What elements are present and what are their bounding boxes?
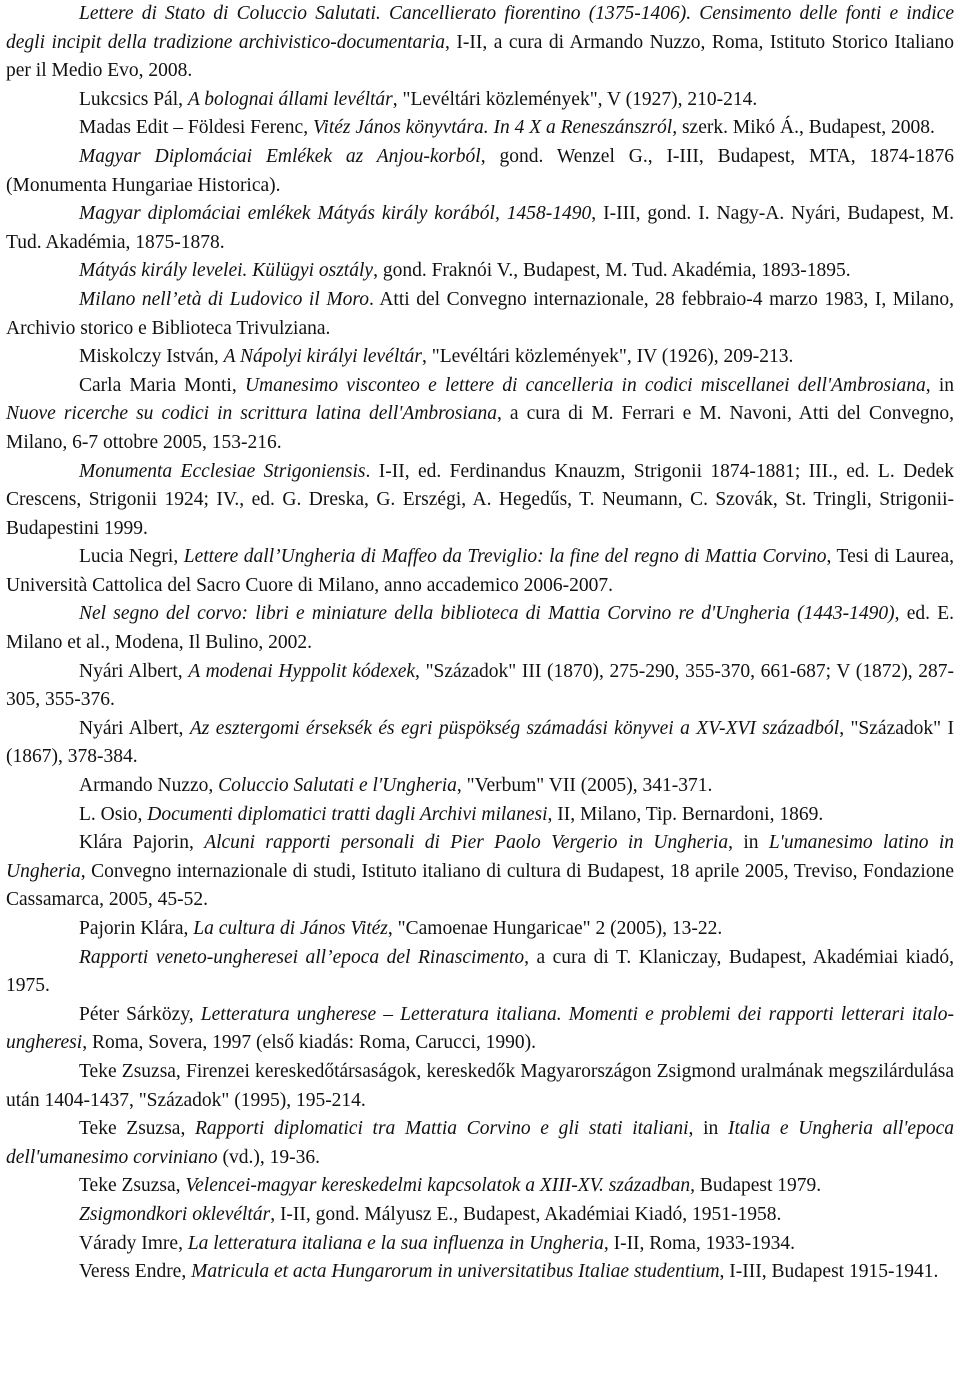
entry-text: Várady Imre, — [79, 1232, 188, 1254]
entry-title-text: Az esztergomi érseksék és egri püspökség számadási könyvei a XV-XVI századból — [189, 717, 840, 739]
entry-text: Klára Pajorin, — [79, 832, 205, 854]
bibliography-entry — [6, 1058, 954, 1115]
entry-title-text: Rapporti diplomatici tra Mattia Corvino e gli stati italiani — [195, 1118, 689, 1140]
bibliography-entry — [6, 0, 954, 86]
entry-text: , gond. Fraknói V., Budapest, M. Tud. Akadémia, 1893-1895. — [373, 260, 851, 282]
entry-text: , Tesi di Laurea, Università Cattolica del Sacro Cuore di Milano, anno accademico 2006-2007. — [6, 546, 954, 596]
bibliography-entry — [6, 543, 954, 600]
bibliography-entry — [6, 772, 954, 801]
entry-text: , gond. Wenzel G., I-III, Budapest, MTA, 1874-1876 (Monumenta Hungariae Historica). — [6, 145, 954, 196]
bibliography-entry — [6, 944, 954, 1001]
entry-title-text: Mátyás király levelei. Külügyi osztály — [79, 260, 374, 282]
entry-text: Veress Endre, — [79, 1261, 192, 1283]
entry-text: Teke Zsuzsa, — [79, 1175, 186, 1197]
entry-text: Péter Sárközy, — [79, 1003, 201, 1025]
entry-title-text: Alcuni rapporti personali di Pier Paolo Vergerio in Ungheria — [204, 832, 729, 854]
entry-text: (vd.), 19-36. — [217, 1146, 320, 1168]
entry-text: , in — [688, 1118, 728, 1140]
entry-text: szerk. Mikó Á., Budapest, 2008. — [677, 117, 935, 139]
bibliography-entry — [6, 1230, 954, 1259]
bibliography-entry — [6, 372, 954, 458]
entry-text: , a cura di T. Klaniczay, Budapest, Akadémiai kiadó, 1975. — [6, 946, 954, 997]
entry-title-text: Zsigmondkori oklevéltár — [79, 1203, 271, 1225]
bibliography-entry — [6, 257, 954, 286]
bibliography-entry — [6, 1258, 954, 1287]
bibliography-entry — [6, 915, 954, 944]
bibliography-entry — [6, 200, 954, 257]
bibliography-entry — [6, 458, 954, 544]
entry-text: Nyári Albert, — [79, 660, 189, 682]
entry-title-text: Magyar Diplomáciai Emlékek az Anjou-korból — [79, 145, 481, 167]
entry-title-text: La letteratura italiana e la sua influenza in Ungheria — [187, 1232, 604, 1254]
entry-text: Nyári Albert, — [79, 717, 190, 739]
entry-title-text: Matricula et acta Hungarorum in universitatibus Italiae studentium — [191, 1261, 720, 1283]
bibliography-entry — [6, 801, 954, 830]
entry-text: , I-II, gond. Mályusz E., Budapest, Akadémiai Kiadó, 1951-1958. — [270, 1203, 782, 1225]
entry-title-text: L'umanesimo latino in Ungheria — [6, 832, 955, 882]
entry-text: Teke Zsuzsa, — [79, 1118, 196, 1140]
entry-title-text: Lettere dall’Ungheria di Maffeo da Treviglio: la fine del regno di Mattia Corvino — [183, 546, 827, 568]
entry-text: , I-II, a cura di Armando Nuzzo, Roma, Istituto Storico Italiano per il Medio Evo, 2008. — [6, 31, 954, 82]
entry-title-text: Velencei-magyar kereskedelmi kapcsolatok a XIII-XV. században, — [185, 1175, 695, 1197]
entry-text: , "Levéltári közlemények", V (1927), 210-214. — [392, 88, 758, 110]
bibliography-entry — [6, 1172, 954, 1201]
entry-text: , in — [728, 832, 769, 854]
entry-text: Carla Maria Monti, — [79, 374, 245, 396]
bibliography-entry — [6, 1115, 954, 1172]
entry-text: , in — [925, 374, 955, 396]
entry-title-text: Monumenta Ecclesiae Strigoniensis — [79, 460, 366, 482]
bibliography-entry — [6, 1001, 954, 1058]
entry-title-text: Magyar diplomáciai emlékek Mátyás király korából, 1458-1490 — [79, 203, 592, 225]
bibliography-entry — [6, 1201, 954, 1230]
bibliography-entry — [6, 600, 954, 657]
entry-text: , II, Milano, Tip. Bernardoni, 1869. — [547, 803, 824, 825]
entry-title-text: Italia e Ungheria all'epoca dell'umanesimo corviniano — [6, 1118, 954, 1168]
entry-text: L. Osio, — [79, 803, 148, 825]
entry-text: Miskolczy István, — [79, 346, 224, 368]
bibliography-entry — [6, 343, 954, 372]
entry-text: Budapest 1979. — [694, 1175, 822, 1197]
entry-text: "Századok" III (1870), 275-290, 355-370, 661-687; V (1872), 287-305, 355-376. — [6, 660, 954, 711]
entry-title-text: A modenai Hyppolit kódexek, — [188, 660, 420, 682]
bibliography-entry — [6, 86, 954, 115]
entry-title-text: Vitéz János könyvtára. In 4 X a Reneszánszról, — [312, 117, 678, 139]
entry-text: , "Századok" I (1867), 378-384. — [6, 717, 955, 768]
bibliography-entry — [6, 143, 954, 200]
entry-text: , "Levéltári közlemények", IV (1926), 209-213. — [422, 346, 794, 368]
entry-title-text: A bolognai állami levéltár — [187, 88, 393, 110]
entry-title-text: Nel segno del corvo: libri e miniature della biblioteca di Mattia Corvino re d'Ungheria (1443-1490) — [79, 603, 895, 625]
entry-text: , a cura di M. Ferrari e M. Navoni, Atti del Convegno, Milano, 6-7 ottobre 2005, 153-216. — [6, 403, 954, 453]
entry-title-text: Umanesimo visconteo e lettere di cancelleria in codici miscellanei dell'Ambrosiana — [244, 374, 926, 396]
entry-text: Armando Nuzzo, — [79, 775, 219, 797]
bibliography-list — [6, 0, 954, 1287]
entry-title-text: La cultura di János Vitéz — [193, 918, 388, 939]
bibliography-entry — [6, 286, 954, 343]
entry-title-text: A Nápolyi királyi levéltár — [223, 346, 422, 368]
entry-title-text: Documenti diplomatici tratti dagli Archivi milanesi — [147, 803, 548, 825]
entry-text: , I-II, Roma, 1933-1934. — [603, 1232, 796, 1254]
entry-text: , ed. E. Milano et al., Modena, Il Bulino, 2002. — [6, 603, 954, 654]
entry-text: Madas Edit – Földesi Ferenc, — [79, 117, 313, 139]
entry-text: Pajorin Klára, — [79, 918, 194, 939]
entry-text: , I-III, gond. I. Nagy-A. Nyári, Budapest, M. Tud. Akadémia, 1875-1878. — [6, 203, 954, 253]
bibliography-entry — [6, 114, 954, 143]
entry-title-text: Letteratura ungherese – Letteratura italiana. Momenti e problemi dei rapporti letterari italo-ungheresi — [6, 1003, 954, 1054]
entry-text: . I-II, ed. Ferdinandus Knauzm, Strigonii 1874-1881; III., ed. L. Dedek Crescens, Strigonii 1924; IV., ed. G. Dreska, G. Erszégi, A. Hegedűs, T. Neumann, C. Szovák, St. Tringli, Strigonii-Budapestini 1999. — [6, 460, 954, 539]
entry-text: Teke Zsuzsa, Firenzei kereskedőtársaságok, kereskedők Magyarországon Zsigmond uralmának megszilárdulása után 1404-1437, "Századok" (1995), 195-214. — [6, 1060, 954, 1111]
entry-text: , Roma, Sovera, 1997 (első kiadás: Roma, Carucci, 1990). — [82, 1032, 537, 1054]
bibliography-entry — [6, 658, 954, 715]
entry-title-text: Lettere di Stato di Coluccio Salutati. Cancellierato fiorentino (1375-1406). Censimento delle fonti e indice degli incipit della tradizione archivistico-documentaria — [6, 3, 954, 53]
entry-text: , Convegno internazionale di studi, Istituto italiano di cultura di Budapest, 18 aprile 2005, Treviso, Fondazione Cassamarca, 2005, 45-52. — [6, 860, 954, 911]
entry-title-text: Rapporti veneto-ungheresei all’epoca del Rinascimento — [79, 946, 525, 968]
bibliography-entry — [6, 715, 954, 772]
entry-title-text: Nuove ricerche su codici in scrittura latina dell'Ambrosiana — [6, 403, 498, 425]
entry-text: . Atti del Convegno internazionale, 28 febbraio-4 marzo 1983, I, Milano, Archivio storico e Biblioteca Trivulziana. — [6, 288, 955, 339]
entry-text: Lucia Negri, — [79, 546, 184, 568]
entry-title-text: Milano nell’età di Ludovico il Moro — [79, 288, 369, 310]
entry-text: Lukcsics Pál, — [79, 88, 188, 110]
entry-text: , "Camoenae Hungaricae" 2 (2005), 13-22. — [387, 918, 723, 939]
entry-text: , "Verbum" VII (2005), 341-371. — [456, 775, 713, 797]
bibliography-entry — [6, 829, 954, 915]
entry-text: , I-III, Budapest 1915-1941. — [719, 1261, 939, 1283]
entry-title-text: Coluccio Salutati e l'Ungheria — [218, 775, 457, 797]
